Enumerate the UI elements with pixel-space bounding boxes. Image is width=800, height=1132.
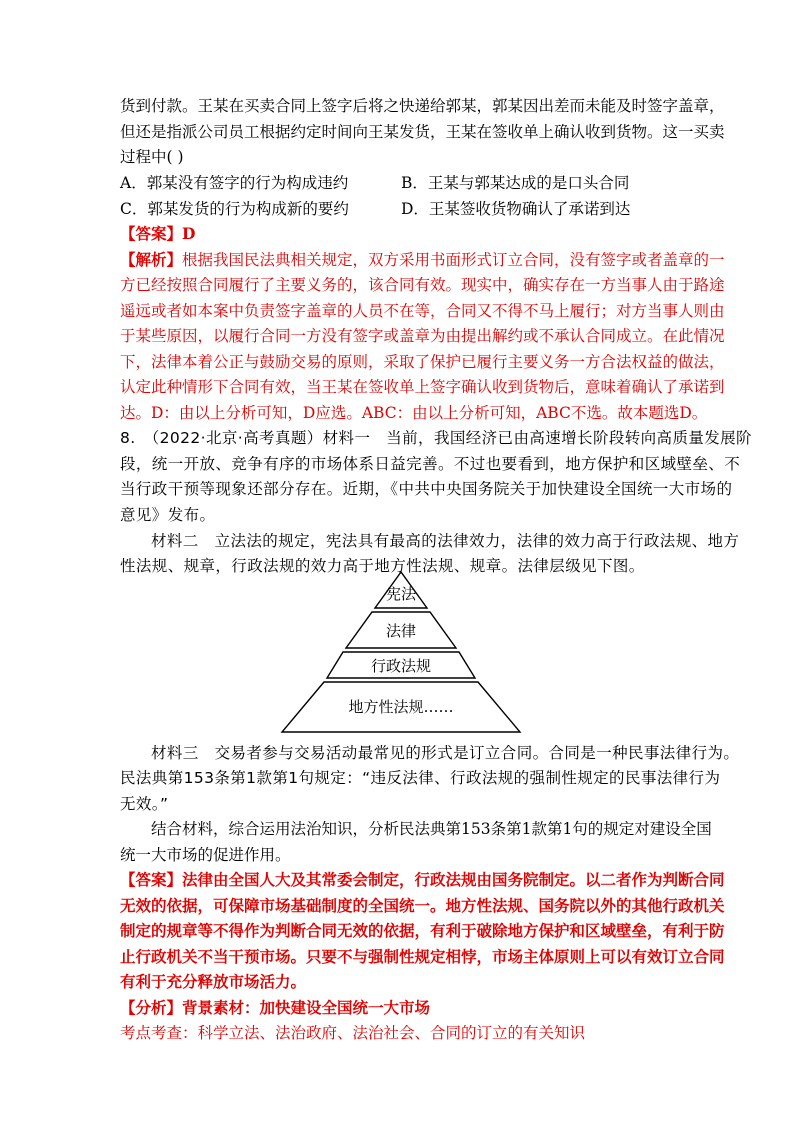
material-one-line: 段，统一开放、竞争有序的市场体系日益完善。不过也要看到，地方保护和区域壁垒、不 (120, 455, 741, 473)
answer-line: 止行政机关不当干预市场。只要不与强制性规定相悖，市场主体原则上可以有效订立合同 (120, 947, 725, 966)
pyramid-label-local-regulation: 地方性法规…… (348, 698, 454, 716)
analysis-line: 认定此种情形下合同有效，当王某在签收单上签字确认收到货物后，意味着确认了承诺到 (120, 378, 725, 396)
law-hierarchy-pyramid (278, 568, 524, 736)
analysis-text: 根据我国民法典相关规定，双方采用书面形式订立合同，没有签字或者盖章的一 (182, 251, 725, 269)
option-d: D．王某签收货物确认了承诺到达 (401, 200, 631, 218)
option-b: B．王某与郭某达成的是口头合同 (401, 174, 630, 192)
answer-line: 有利于充分释放市场活力。 (120, 972, 307, 991)
analysis-line (120, 997, 430, 1019)
answer-line (120, 223, 195, 245)
material-two-line: 性法规、规章，行政法规的效力高于地方性法规、规章。法律层级见下图。 (120, 557, 645, 575)
material-three-line: 无效。” (120, 795, 169, 813)
analysis-tag: 【解析】 (120, 250, 183, 269)
kaodian-line: 考点考查：科学立法、法治政府、法治社会、合同的订立的有关知识 (120, 1024, 586, 1042)
analysis-text: 背景素材：加快建设全国统一大市场 (182, 998, 431, 1017)
material-three-line: 民法典第153条第1款第1句规定：“违反法律、行政法规的强制性规定的民事法律行为 (120, 769, 721, 787)
analysis-line: 达。D：由以上分析可知，D应选。ABC：由以上分析可知，ABC不选。故本题选D。 (120, 404, 708, 422)
answer-line (120, 869, 725, 891)
material-one-line: 当行政干预等现象还部分存在。近期，《中共中央国务院关于加快建设全国统一大市场的 (120, 480, 733, 498)
option-c: C．郭某发货的行为构成新的要约 (120, 200, 349, 218)
answer-line: 无效的依据，可保障市场基础制度的全国统一。地方性法规、国务院以外的其他行政机关 (120, 896, 725, 915)
question-stem-line: 过程中( ) (120, 148, 184, 166)
option-a: A．郭某没有签字的行为构成违约 (120, 174, 349, 192)
analysis-line: 于某些原因，以履行合同一方没有签字或盖章为由提出解约或不承认合同成立。在此情况 (120, 327, 725, 345)
answer-tag: 【答案】 (120, 870, 183, 889)
answer-tag: 【答案】 (120, 224, 183, 243)
analysis-line: 方已经按照合同履行了主要义务的，该合同有效。现实中，确实存在一方当事人由于路途 (120, 276, 725, 294)
analysis-tag: 【分析】 (120, 998, 183, 1017)
analysis-line: 遥远或者如本案中负责签字盖章的人员不在等，合同又不得不马上履行；对方当事人则由 (120, 302, 725, 320)
analysis-line: 下，法律本着公正与鼓励交易的原则，采取了保护已履行主要义务一方合法权益的做法， (120, 353, 725, 371)
answer-value: D (182, 224, 196, 243)
question-stem-line: 货到付款。王某在买卖合同上签字后将之快递给郭某，郭某因出差而未能及时签字盖章， (120, 97, 725, 115)
material-one-line: 8. （2022·北京·高考真题）材料一 当前，我国经济已由高速增长阶段转向高质量发展阶 (120, 429, 752, 447)
pyramid-label-constitution: 宪法 (385, 585, 417, 603)
pyramid-label-law: 法律 (385, 622, 417, 640)
material-two-line: 材料二 立法法的规定，宪法具有最高的法律效力，法律的效力高于行政法规、地方 (151, 532, 740, 550)
answer-line: 制定的规章等不得作为判断合同无效的依据，有利于破除地方保护和区域壁垒，有利于防 (120, 921, 725, 940)
analysis-line (120, 249, 725, 271)
material-three-line: 材料三 交易者参与交易活动最常见的形式是订立合同。合同是一种民事法律行为。 (151, 744, 740, 762)
question-stem-line: 但还是指派公司员工根据约定时间向王某发货，王某在签收单上确认收到货物。这一买卖 (120, 123, 725, 141)
pyramid-label-admin-regulation: 行政法规 (370, 657, 432, 675)
material-one-line: 意见》发布。 (120, 506, 216, 524)
answer-text: 法律由全国人大及其常委会制定，行政法规由国务院制定。以二者作为判断合同 (182, 870, 725, 889)
question-prompt-line: 结合材料，综合运用法治知识，分析民法典第153条第1款第1句的规定对建设全国 (151, 820, 712, 838)
question-prompt-line: 统一大市场的促进作用。 (120, 846, 291, 864)
